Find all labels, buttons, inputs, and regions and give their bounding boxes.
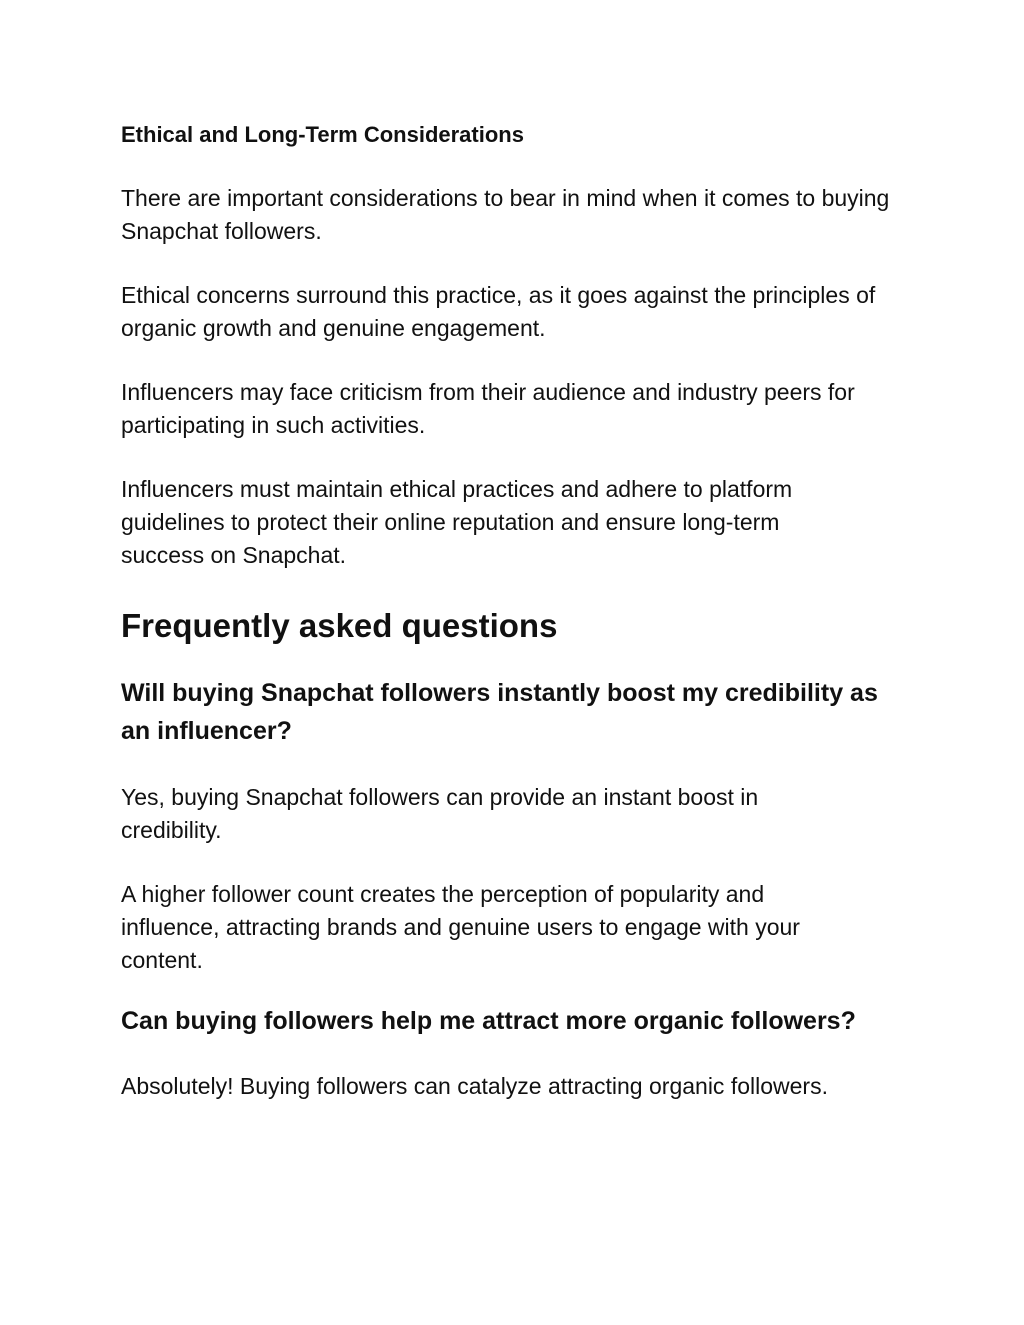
faq-answer-2-1: Absolutely! Buying followers can catalyze attracting organic followers. xyxy=(121,1073,828,1099)
section-title: Ethical and Long-Term Considerations xyxy=(121,122,524,147)
paragraph-2: Ethical concerns surround this practice, as it goes against the principles of organic growth and genuine engagement. xyxy=(121,282,876,341)
paragraph-3: Influencers may face criticism from their audience and industry peers for participating in such activities. xyxy=(121,379,855,438)
paragraph-1: There are important considerations to bear in mind when it comes to buying Snapchat followers. xyxy=(121,185,890,244)
faq-question-1: Will buying Snapchat followers instantly boost my credibility as an influencer? xyxy=(121,679,878,745)
faq-heading: Frequently asked questions xyxy=(121,607,558,644)
faq-question-2: Can buying followers help me attract more organic followers? xyxy=(121,1007,856,1035)
faq-answer-1-2: A higher follower count creates the perception of popularity and influence, attracting brands and genuine users to engage with your content. xyxy=(121,881,800,973)
paragraph-4: Influencers must maintain ethical practices and adhere to platform guidelines to protect their online reputation and ensure long-term success on Snapchat. xyxy=(121,476,793,568)
faq-answer-1-1: Yes, buying Snapchat followers can provide an instant boost in credibility. xyxy=(121,784,759,843)
